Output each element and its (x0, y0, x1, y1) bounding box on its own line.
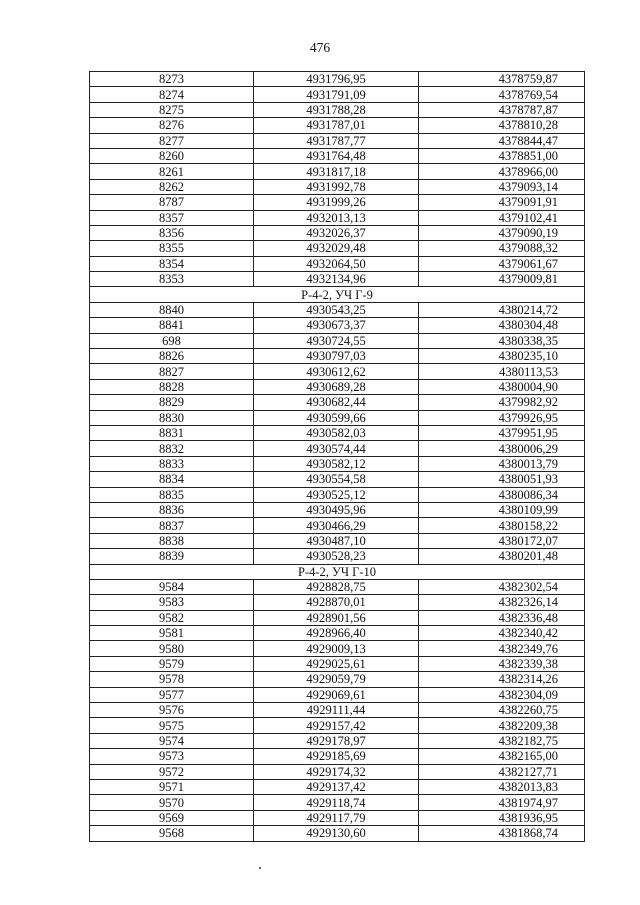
table-row (90, 133, 585, 148)
table-row (90, 779, 585, 794)
table-row (90, 225, 585, 240)
table-row (90, 410, 585, 425)
point-number-cell: 8827 (90, 364, 254, 379)
y-coordinate-cell: 4379088,32 (419, 241, 585, 256)
page-number: 476 (309, 40, 331, 55)
y-coordinate-cell: 4380338,35 (419, 333, 585, 348)
x-coordinate-cell: 4928901,56 (254, 610, 419, 625)
point-number-cell: 8262 (90, 179, 254, 194)
y-coordinate-cell: 4380013,79 (419, 456, 585, 471)
x-coordinate-cell: 4932026,37 (254, 225, 419, 240)
y-coordinate-cell: 4382209,38 (419, 718, 585, 733)
table-row (90, 826, 585, 841)
x-coordinate-cell: 4931817,18 (254, 164, 419, 179)
y-coordinate-cell: 4379009,81 (419, 272, 585, 287)
x-coordinate-cell: 4930797,03 (254, 349, 419, 364)
x-coordinate-cell: 4932013,13 (254, 210, 419, 225)
point-number-cell: 8261 (90, 164, 254, 179)
y-coordinate-cell: 4382165,00 (419, 749, 585, 764)
x-coordinate-cell: 4930612,62 (254, 364, 419, 379)
x-coordinate-cell: 4930673,37 (254, 318, 419, 333)
x-coordinate-cell: 4931788,28 (254, 102, 419, 117)
table-row (90, 72, 585, 87)
x-coordinate-cell: 4930599,66 (254, 410, 419, 425)
table-row (90, 610, 585, 625)
x-coordinate-cell: 4932134,96 (254, 272, 419, 287)
x-coordinate-cell: 4930582,03 (254, 425, 419, 440)
x-coordinate-cell: 4931764,48 (254, 148, 419, 163)
x-coordinate-cell: 4931999,26 (254, 195, 419, 210)
table-row (90, 318, 585, 333)
point-number-cell: 9572 (90, 764, 254, 779)
table-row (90, 441, 585, 456)
table-row (90, 333, 585, 348)
point-number-cell: 9578 (90, 672, 254, 687)
y-coordinate-cell: 4380172,07 (419, 533, 585, 548)
point-number-cell: 8839 (90, 549, 254, 564)
x-coordinate-cell: 4929178,97 (254, 733, 419, 748)
section-title: Р-4-2, УЧ Г-9 (90, 287, 585, 302)
point-number-cell: 8835 (90, 487, 254, 502)
x-coordinate-cell: 4929009,13 (254, 641, 419, 656)
y-coordinate-cell: 4378759,87 (419, 72, 585, 87)
x-coordinate-cell: 4929157,42 (254, 718, 419, 733)
x-coordinate-cell: 4928870,01 (254, 595, 419, 610)
x-coordinate-cell: 4930528,23 (254, 549, 419, 564)
point-number-cell: 8354 (90, 256, 254, 271)
y-coordinate-cell: 4378966,00 (419, 164, 585, 179)
table-row (90, 472, 585, 487)
point-number-cell: 9573 (90, 749, 254, 764)
y-coordinate-cell: 4382127,71 (419, 764, 585, 779)
x-coordinate-cell: 4929111,44 (254, 703, 419, 718)
y-coordinate-cell: 4379090,19 (419, 225, 585, 240)
y-coordinate-cell: 4382302,54 (419, 579, 585, 594)
x-coordinate-cell: 4930682,44 (254, 395, 419, 410)
table-row (90, 164, 585, 179)
y-coordinate-cell: 4382339,38 (419, 656, 585, 671)
point-number-cell: 9569 (90, 810, 254, 825)
y-coordinate-cell: 4379982,92 (419, 395, 585, 410)
point-number-cell: 9579 (90, 656, 254, 671)
point-number-cell: 9568 (90, 826, 254, 841)
x-coordinate-cell: 4930689,28 (254, 379, 419, 394)
y-coordinate-cell: 4378810,28 (419, 118, 585, 133)
table-row (90, 241, 585, 256)
table-row (90, 733, 585, 748)
x-coordinate-cell: 4930724,55 (254, 333, 419, 348)
point-number-cell: 9571 (90, 779, 254, 794)
table-row (90, 272, 585, 287)
table-row (90, 518, 585, 533)
point-number-cell: 8276 (90, 118, 254, 133)
y-coordinate-cell: 4382314,26 (419, 672, 585, 687)
table-row (90, 302, 585, 317)
x-coordinate-cell: 4929185,69 (254, 749, 419, 764)
x-coordinate-cell: 4931787,77 (254, 133, 419, 148)
x-coordinate-cell: 4928828,75 (254, 579, 419, 594)
x-coordinate-cell: 4931791,09 (254, 87, 419, 102)
y-coordinate-cell: 4380004,90 (419, 379, 585, 394)
point-number-cell: 8357 (90, 210, 254, 225)
table-row (90, 626, 585, 641)
section-header-row (90, 287, 585, 302)
table-row (90, 179, 585, 194)
point-number-cell: 8355 (90, 241, 254, 256)
table-row (90, 718, 585, 733)
table-row (90, 195, 585, 210)
y-coordinate-cell: 4380235,10 (419, 349, 585, 364)
y-coordinate-cell: 4380113,53 (419, 364, 585, 379)
y-coordinate-cell: 4380051,93 (419, 472, 585, 487)
table-row (90, 764, 585, 779)
x-coordinate-cell: 4930543,25 (254, 302, 419, 317)
point-number-cell: 8828 (90, 379, 254, 394)
x-coordinate-cell: 4929059,79 (254, 672, 419, 687)
table-row (90, 210, 585, 225)
y-coordinate-cell: 4380006,29 (419, 441, 585, 456)
x-coordinate-cell: 4929130,60 (254, 826, 419, 841)
x-coordinate-cell: 4929137,42 (254, 779, 419, 794)
point-number-cell: 8841 (90, 318, 254, 333)
point-number-cell: 8840 (90, 302, 254, 317)
x-coordinate-cell: 4931796,95 (254, 72, 419, 87)
table-row (90, 456, 585, 471)
table-row (90, 672, 585, 687)
point-number-cell: 9570 (90, 795, 254, 810)
point-number-cell: 8275 (90, 102, 254, 117)
y-coordinate-cell: 4382349,76 (419, 641, 585, 656)
x-coordinate-cell: 4930582,12 (254, 456, 419, 471)
x-coordinate-cell: 4931992,78 (254, 179, 419, 194)
x-coordinate-cell: 4929118,74 (254, 795, 419, 810)
point-number-cell: 8260 (90, 148, 254, 163)
table-row (90, 87, 585, 102)
x-coordinate-cell: 4932029,48 (254, 241, 419, 256)
point-number-cell: 8353 (90, 272, 254, 287)
table-row (90, 349, 585, 364)
x-coordinate-cell: 4929025,61 (254, 656, 419, 671)
y-coordinate-cell: 4378844,47 (419, 133, 585, 148)
table-row (90, 749, 585, 764)
y-coordinate-cell: 4382260,75 (419, 703, 585, 718)
table-row (90, 641, 585, 656)
point-number-cell: 8356 (90, 225, 254, 240)
point-number-cell: 9576 (90, 703, 254, 718)
table-row (90, 656, 585, 671)
table-row (90, 795, 585, 810)
coordinates-table (89, 71, 585, 842)
x-coordinate-cell: 4930525,12 (254, 487, 419, 502)
y-coordinate-cell: 4378787,87 (419, 102, 585, 117)
y-coordinate-cell: 4379061,67 (419, 256, 585, 271)
y-coordinate-cell: 4380158,22 (419, 518, 585, 533)
y-coordinate-cell: 4379926,95 (419, 410, 585, 425)
point-number-cell: 9584 (90, 579, 254, 594)
x-coordinate-cell: 4929069,61 (254, 687, 419, 702)
section-title: Р-4-2, УЧ Г-10 (90, 564, 585, 579)
section-header-row (90, 564, 585, 579)
x-coordinate-cell: 4928966,40 (254, 626, 419, 641)
y-coordinate-cell: 4379951,95 (419, 425, 585, 440)
x-coordinate-cell: 4931787,01 (254, 118, 419, 133)
x-coordinate-cell: 4930487,10 (254, 533, 419, 548)
y-coordinate-cell: 4380214,72 (419, 302, 585, 317)
point-number-cell: 8838 (90, 533, 254, 548)
point-number-cell: 9575 (90, 718, 254, 733)
y-coordinate-cell: 4382182,75 (419, 733, 585, 748)
table-row (90, 395, 585, 410)
y-coordinate-cell: 4380201,48 (419, 549, 585, 564)
y-coordinate-cell: 4382304,09 (419, 687, 585, 702)
table-row (90, 256, 585, 271)
table-row (90, 102, 585, 117)
y-coordinate-cell: 4378851,00 (419, 148, 585, 163)
point-number-cell: 8277 (90, 133, 254, 148)
table-row (90, 379, 585, 394)
table-row (90, 703, 585, 718)
point-number-cell: 8273 (90, 72, 254, 87)
y-coordinate-cell: 4379091,91 (419, 195, 585, 210)
x-coordinate-cell: 4930554,58 (254, 472, 419, 487)
point-number-cell: 8837 (90, 518, 254, 533)
x-coordinate-cell: 4930495,96 (254, 502, 419, 517)
y-coordinate-cell: 4380086,34 (419, 487, 585, 502)
point-number-cell: 9580 (90, 641, 254, 656)
point-number-cell: 9581 (90, 626, 254, 641)
y-coordinate-cell: 4378769,54 (419, 87, 585, 102)
table-row (90, 687, 585, 702)
point-number-cell: 9574 (90, 733, 254, 748)
coordinates-table-body (90, 72, 585, 842)
y-coordinate-cell: 4381868,74 (419, 826, 585, 841)
point-number-cell: 8787 (90, 195, 254, 210)
y-coordinate-cell: 4379102,41 (419, 210, 585, 225)
point-number-cell: 8274 (90, 87, 254, 102)
y-coordinate-cell: 4380304,48 (419, 318, 585, 333)
point-number-cell: 698 (90, 333, 254, 348)
table-row (90, 810, 585, 825)
x-coordinate-cell: 4930466,29 (254, 518, 419, 533)
point-number-cell: 9577 (90, 687, 254, 702)
x-coordinate-cell: 4930574,44 (254, 441, 419, 456)
x-coordinate-cell: 4932064,50 (254, 256, 419, 271)
table-row (90, 549, 585, 564)
table-row (90, 148, 585, 163)
table-row (90, 579, 585, 594)
y-coordinate-cell: 4379093,14 (419, 179, 585, 194)
scan-speck (259, 867, 261, 869)
point-number-cell: 8832 (90, 441, 254, 456)
y-coordinate-cell: 4381936,95 (419, 810, 585, 825)
point-number-cell: 8831 (90, 425, 254, 440)
point-number-cell: 8834 (90, 472, 254, 487)
point-number-cell: 8830 (90, 410, 254, 425)
table-row (90, 595, 585, 610)
point-number-cell: 8829 (90, 395, 254, 410)
table-row (90, 533, 585, 548)
y-coordinate-cell: 4380109,99 (419, 502, 585, 517)
point-number-cell: 8833 (90, 456, 254, 471)
point-number-cell: 9583 (90, 595, 254, 610)
table-row (90, 425, 585, 440)
table-row (90, 118, 585, 133)
table-row (90, 487, 585, 502)
table-row (90, 502, 585, 517)
y-coordinate-cell: 4382336,48 (419, 610, 585, 625)
table-row (90, 364, 585, 379)
y-coordinate-cell: 4382326,14 (419, 595, 585, 610)
point-number-cell: 8826 (90, 349, 254, 364)
y-coordinate-cell: 4382340,42 (419, 626, 585, 641)
point-number-cell: 9582 (90, 610, 254, 625)
x-coordinate-cell: 4929117,79 (254, 810, 419, 825)
y-coordinate-cell: 4382013,83 (419, 779, 585, 794)
point-number-cell: 8836 (90, 502, 254, 517)
y-coordinate-cell: 4381974,97 (419, 795, 585, 810)
x-coordinate-cell: 4929174,32 (254, 764, 419, 779)
